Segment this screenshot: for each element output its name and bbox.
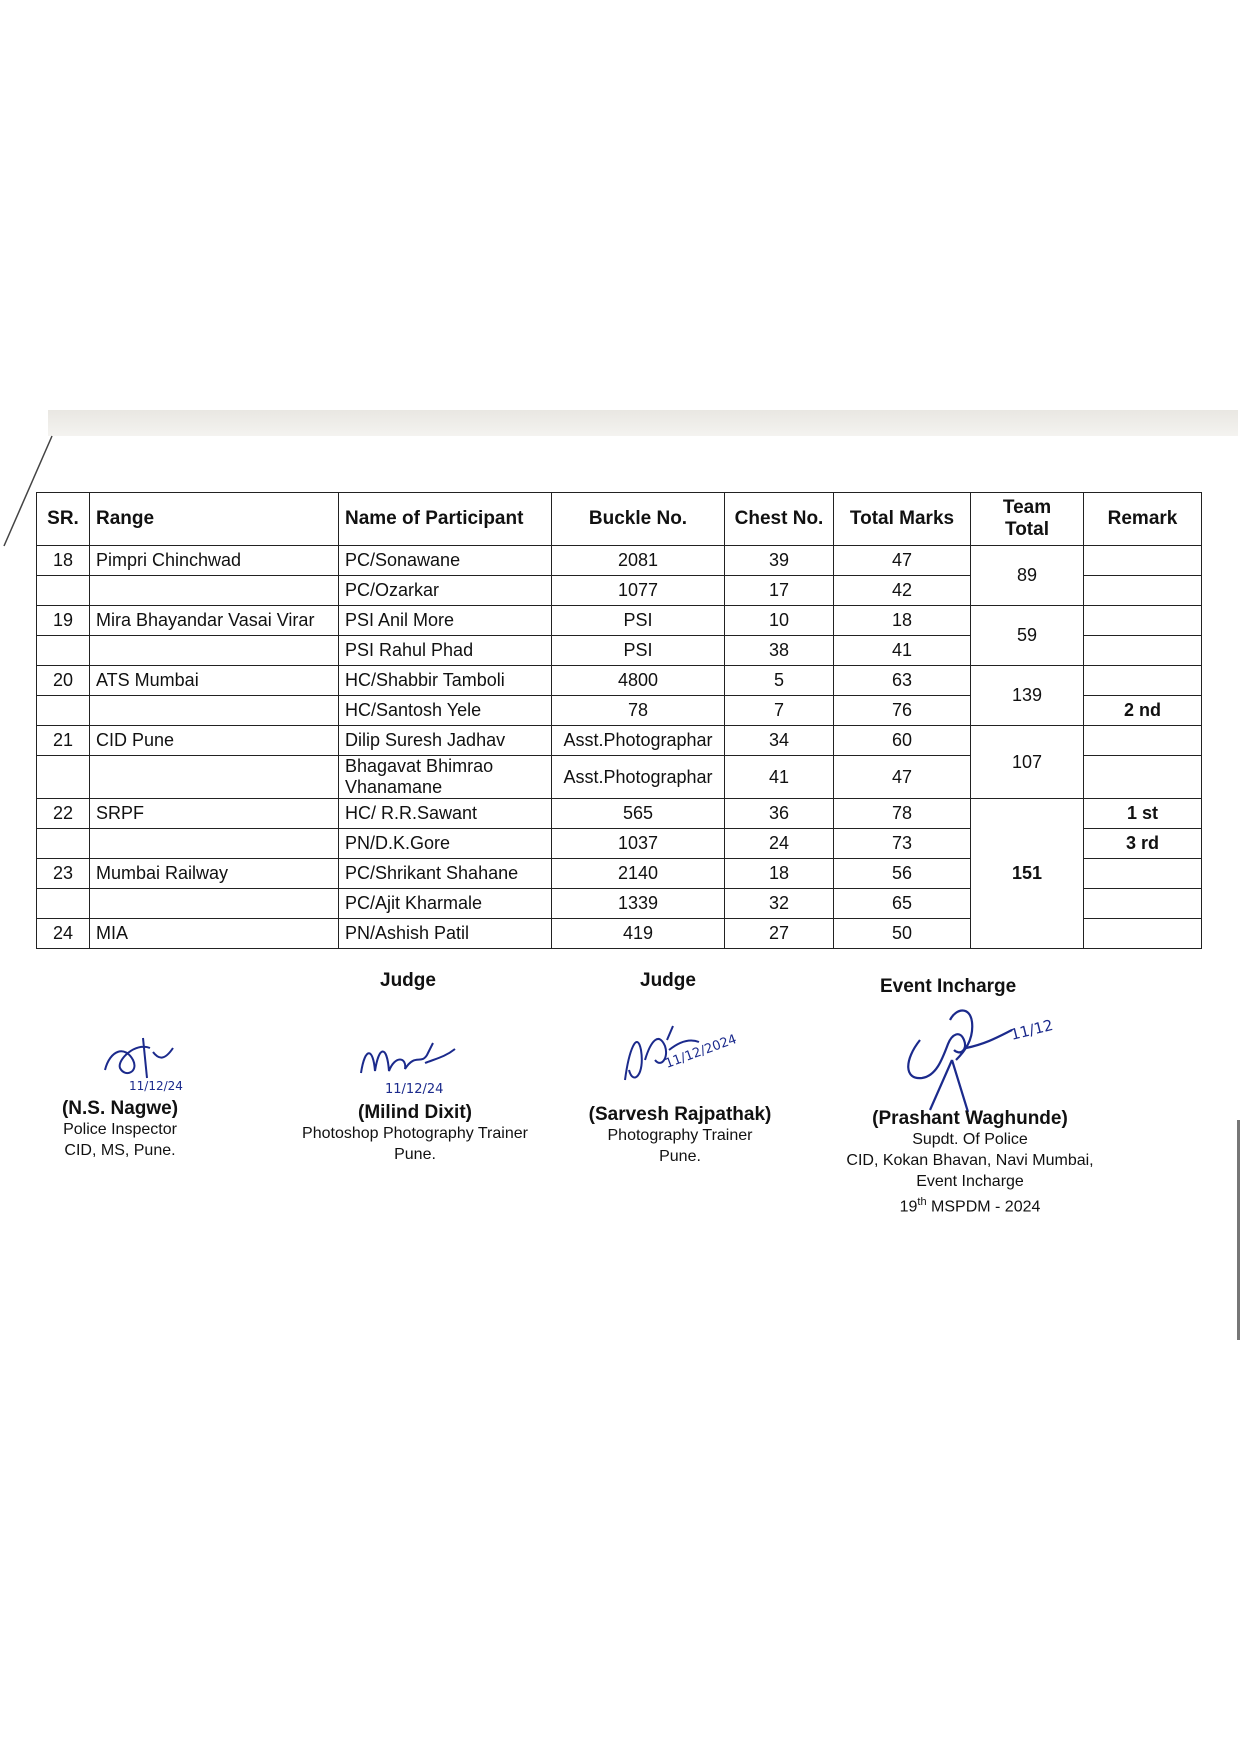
cell-participant: PC/Ozarkar: [339, 576, 552, 606]
cell-buckle: PSI: [552, 606, 725, 636]
cell-buckle: 78: [552, 696, 725, 726]
header-participant: Name of Participant: [339, 493, 552, 546]
cell-marks: 78: [834, 799, 971, 829]
cell-sr: 23: [37, 859, 90, 889]
cell-remark: [1084, 666, 1202, 696]
cell-chest: 17: [725, 576, 834, 606]
table-header-row: [37, 493, 1202, 546]
signature-date-dixit: 11/12/24: [385, 1082, 444, 1097]
cell-participant: HC/Santosh Yele: [339, 696, 552, 726]
signatory-office: Pune.: [394, 1146, 436, 1163]
cell-participant: PC/Ajit Kharmale: [339, 889, 552, 919]
cell-chest: 36: [725, 799, 834, 829]
event-edition: [820, 1192, 1120, 1217]
cell-buckle: 565: [552, 799, 725, 829]
cell-range: MIA: [90, 919, 339, 949]
cell-remark: 1 st: [1084, 799, 1202, 829]
cell-marks: 47: [834, 546, 971, 576]
cell-buckle: 2081: [552, 546, 725, 576]
cell-marks: 63: [834, 666, 971, 696]
cell-marks: 56: [834, 859, 971, 889]
signature-dixit: [355, 1035, 465, 1097]
cell-chest: 18: [725, 859, 834, 889]
cell-marks: 76: [834, 696, 971, 726]
cell-participant: PN/Ashish Patil: [339, 919, 552, 949]
signatory-name: (Prashant Waghunde): [872, 1108, 1068, 1129]
cell-chest: 38: [725, 636, 834, 666]
cell-sr: 20: [37, 666, 90, 696]
signature-date-rajpathak: 11/12/2024: [663, 1032, 739, 1072]
cell-team-total: 107: [971, 726, 1084, 799]
cell-marks: 50: [834, 919, 971, 949]
signature-rajpathak: [615, 1020, 739, 1098]
cell-participant: PSI Anil More: [339, 606, 552, 636]
cell-sr: [37, 756, 90, 799]
cell-buckle: PSI: [552, 636, 725, 666]
cell-buckle: 1339: [552, 889, 725, 919]
signature-nagwe: [95, 1030, 185, 1092]
cell-chest: 10: [725, 606, 834, 636]
cell-chest: 5: [725, 666, 834, 696]
cell-buckle: 1037: [552, 829, 725, 859]
header-team-line1: Team: [1002, 497, 1052, 518]
cell-remark: [1084, 636, 1202, 666]
cell-remark: [1084, 859, 1202, 889]
cell-range: ATS Mumbai: [90, 666, 339, 696]
table-row: [37, 606, 1202, 636]
signature-waghunde: [890, 1000, 1070, 1120]
event-edition-name: MSPDM - 2024: [926, 1198, 1041, 1216]
cell-marks: 41: [834, 636, 971, 666]
cell-sr: 24: [37, 919, 90, 949]
table-row: [37, 546, 1202, 576]
signatory-designation: Photoshop Photography Trainer: [302, 1125, 528, 1142]
cell-sr: [37, 829, 90, 859]
header-remark: Remark: [1084, 493, 1202, 546]
cell-participant: Dilip Suresh Jadhav: [339, 726, 552, 756]
cell-buckle: Asst.Photographar: [552, 726, 725, 756]
judge-heading-1: Judge: [380, 970, 436, 991]
cell-sr: 21: [37, 726, 90, 756]
cell-chest: 34: [725, 726, 834, 756]
cell-range: [90, 636, 339, 666]
scan-shadow-strip: [48, 410, 1238, 436]
cell-range: Pimpri Chinchwad: [90, 546, 339, 576]
cell-range: Mumbai Railway: [90, 859, 339, 889]
cell-participant: PSI Rahul Phad: [339, 636, 552, 666]
header-team-line2: Total: [1005, 519, 1049, 540]
cell-marks: 18: [834, 606, 971, 636]
cell-remark: [1084, 606, 1202, 636]
signatory-name: (Milind Dixit): [358, 1102, 472, 1123]
header-chest: Chest No.: [725, 493, 834, 546]
cell-chest: 32: [725, 889, 834, 919]
cell-remark: [1084, 889, 1202, 919]
table-row: [37, 726, 1202, 756]
cell-chest: 7: [725, 696, 834, 726]
signatory-office: Pune.: [659, 1148, 701, 1165]
cell-sr: [37, 696, 90, 726]
cell-marks: 60: [834, 726, 971, 756]
cell-buckle: 2140: [552, 859, 725, 889]
cell-range: SRPF: [90, 799, 339, 829]
signatory-rajpathak: [570, 1104, 790, 1167]
table-row: [37, 799, 1202, 829]
cell-chest: 41: [725, 756, 834, 799]
cell-buckle: 1077: [552, 576, 725, 606]
cell-range: [90, 756, 339, 799]
signatory-name: (Sarvesh Rajpathak): [588, 1104, 772, 1125]
cell-sr: [37, 889, 90, 919]
signatory-name: (N.S. Nagwe): [61, 1098, 179, 1119]
header-team-total: [971, 493, 1084, 546]
cell-range: [90, 889, 339, 919]
signatory-office: CID, MS, Pune.: [64, 1142, 176, 1159]
cell-range: CID Pune: [90, 726, 339, 756]
signature-date-nagwe: 11/12/24: [129, 1079, 183, 1093]
cell-team-total: 89: [971, 546, 1084, 606]
signatory-role: Event Incharge: [916, 1173, 1024, 1190]
cell-sr: 22: [37, 799, 90, 829]
cell-sr: [37, 576, 90, 606]
cell-buckle: 419: [552, 919, 725, 949]
cell-remark: [1084, 756, 1202, 799]
cell-range: [90, 696, 339, 726]
signatory-nagwe: [40, 1098, 200, 1161]
event-edition-number: 19: [899, 1198, 918, 1216]
cell-remark: [1084, 576, 1202, 606]
cell-sr: 18: [37, 546, 90, 576]
header-total-marks: Total Marks: [834, 493, 971, 546]
cell-range: [90, 576, 339, 606]
cell-range: Mira Bhayandar Vasai Virar: [90, 606, 339, 636]
cell-marks: 47: [834, 756, 971, 799]
cell-remark: 2 nd: [1084, 696, 1202, 726]
cell-buckle: Asst.Photographar: [552, 756, 725, 799]
results-table: [36, 492, 1202, 949]
cell-marks: 42: [834, 576, 971, 606]
signature-date-waghunde: 11/12: [1008, 1015, 1055, 1044]
cell-remark: [1084, 546, 1202, 576]
cell-team-total: 139: [971, 666, 1084, 726]
cell-team-total: 151: [971, 799, 1084, 949]
cell-remark: [1084, 919, 1202, 949]
cell-chest: 24: [725, 829, 834, 859]
cell-participant: PC/Shrikant Shahane: [339, 859, 552, 889]
cell-participant: HC/Shabbir Tamboli: [339, 666, 552, 696]
header-buckle: Buckle No.: [552, 493, 725, 546]
signatory-designation: Supdt. Of Police: [912, 1131, 1028, 1148]
signatory-waghunde: [820, 1108, 1120, 1217]
cell-remark: 3 rd: [1084, 829, 1202, 859]
event-edition-suffix: th: [917, 1196, 927, 1208]
signatory-designation: Photography Trainer: [607, 1127, 753, 1144]
signatory-office: CID, Kokan Bhavan, Navi Mumbai,: [846, 1152, 1094, 1169]
cell-sr: [37, 636, 90, 666]
event-incharge-heading: Event Incharge: [880, 976, 1017, 997]
cell-range: [90, 829, 339, 859]
cell-buckle: 4800: [552, 666, 725, 696]
signatory-designation: Police Inspector: [63, 1121, 177, 1138]
table-row: [37, 666, 1202, 696]
cell-participant: HC/ R.R.Sawant: [339, 799, 552, 829]
header-sr: SR.: [37, 493, 90, 546]
cell-participant: PN/D.K.Gore: [339, 829, 552, 859]
cell-participant: PC/Sonawane: [339, 546, 552, 576]
cell-remark: [1084, 726, 1202, 756]
cell-participant: Bhagavat Bhimrao Vhanamane: [339, 756, 552, 799]
cell-sr: 19: [37, 606, 90, 636]
cell-team-total: 59: [971, 606, 1084, 666]
cell-chest: 27: [725, 919, 834, 949]
judge-heading-2: Judge: [640, 970, 696, 991]
cell-marks: 73: [834, 829, 971, 859]
header-range: Range: [90, 493, 339, 546]
cell-marks: 65: [834, 889, 971, 919]
cell-chest: 39: [725, 546, 834, 576]
signatory-dixit: [280, 1102, 550, 1165]
